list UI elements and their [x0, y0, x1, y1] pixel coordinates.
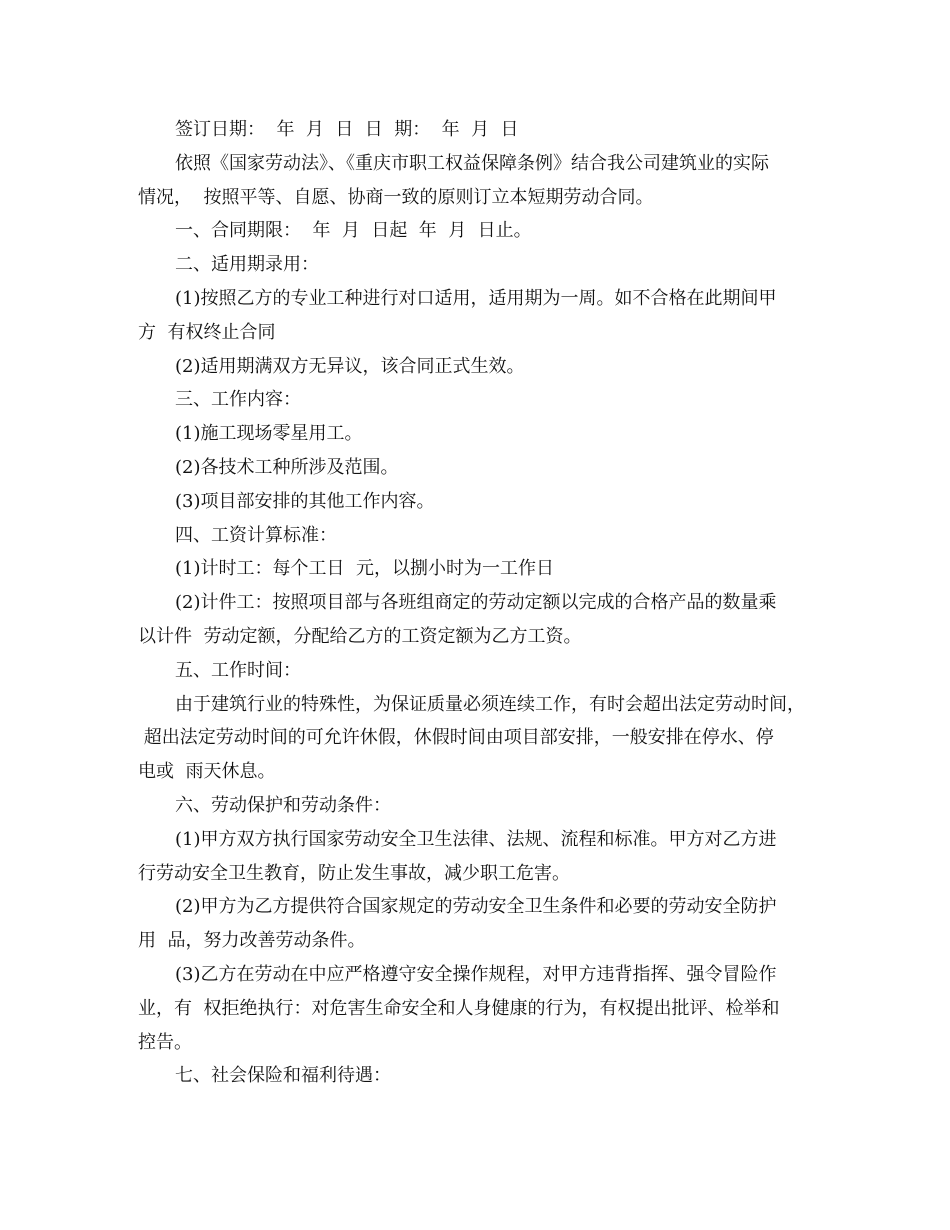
clause-line: 超出法定劳动时间的可允许休假，休假时间由项目部安排，一般安排在停水、停 — [138, 727, 774, 749]
section-heading: 二、适用期录用： — [175, 254, 319, 276]
clause-line: (2)计件工：按照项目部与各班组商定的劳动定额以完成的合格产品的数量乘 — [175, 592, 777, 614]
clause-line: (2)甲方为乙方提供符合国家规定的劳动安全卫生条件和必要的劳动安全防护 — [175, 896, 777, 918]
section-heading: 六、劳动保护和劳动条件： — [175, 794, 391, 816]
section-heading: 一、合同期限： 年 月 日起 年 月 日止。 — [175, 220, 532, 242]
clause-line: 行劳动安全卫生教育，防止发生事故，减少职工危害。 — [138, 862, 570, 884]
clause-line: 控告。 — [138, 1031, 192, 1053]
clause-line: 以计件 劳动定额，分配给乙方的工资定额为乙方工资。 — [138, 625, 582, 647]
clause-line: 用 品，努力改善劳动条件。 — [138, 930, 366, 952]
clause-line: (3)项目部安排的其他工作内容。 — [175, 490, 435, 512]
clause-line: (2)适用期满双方无异议，该合同正式生效。 — [175, 355, 525, 377]
clause-line: (2)各技术工种所涉及范围。 — [175, 456, 399, 478]
section-heading: 五、工作时间： — [175, 659, 301, 681]
preamble-line: 依照《国家劳动法》、《重庆市职工权益保障条例》结合我公司建筑业的实际 — [175, 152, 769, 174]
clause-line: 由于建筑行业的特殊性，为保证质量必须连续工作，有时会超出法定劳动时间， — [175, 693, 805, 715]
preamble-line: 情况， 按照平等、自愿、协商一致的原则订立本短期劳动合同。 — [138, 186, 654, 208]
section-heading: 三、工作内容： — [175, 389, 301, 411]
signing-date-line: 签订日期： 年 月 日 日 期： 年 月 日 — [175, 119, 519, 140]
section-heading: 四、工资计算标准： — [175, 524, 337, 546]
section-heading: 七、社会保险和福利待遇： — [175, 1065, 391, 1087]
clause-line: 业，有 权拒绝执行：对危害生命安全和人身健康的行为，有权提出批评、检举和 — [138, 997, 780, 1019]
clause-line: 电或 雨天休息。 — [138, 761, 276, 783]
clause-line: (1)计时工：每个工日 元，以捌小时为一工作日 — [175, 558, 554, 580]
clause-line: (1)甲方双方执行国家劳动安全卫生法律、法规、流程和标准。甲方对乙方进 — [175, 828, 777, 850]
document-body — [138, 113, 818, 1093]
clause-line: (3)乙方在劳动在中应严格遵守安全操作规程，对甲方违背指挥、强令冒险作 — [175, 963, 777, 985]
clause-line: (1)施工现场零星用工。 — [175, 423, 363, 445]
clause-line: (1)按照乙方的专业工种进行对口适用，适用期为一周。如不合格在此期间甲 — [175, 287, 777, 309]
clause-line: 方 有权终止合同 — [138, 321, 276, 343]
